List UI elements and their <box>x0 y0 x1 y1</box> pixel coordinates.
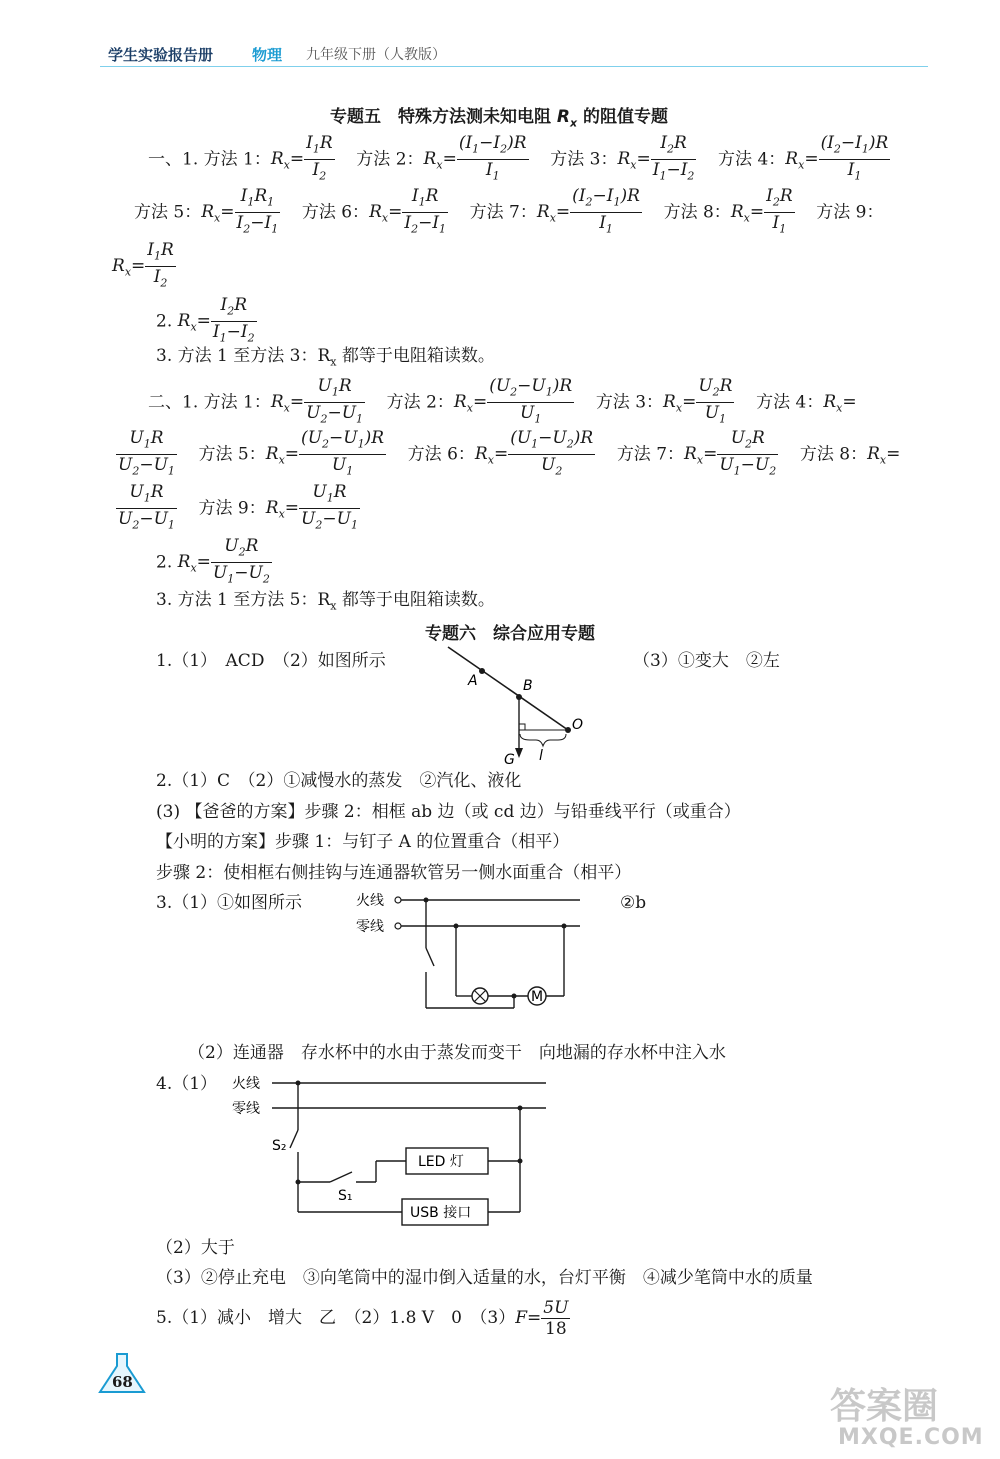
part1-q3: 3. 方法 1 至方法 3：$R_x$ 都等于电阻箱读数。 <box>156 346 495 369</box>
section6-title: 专题六 综合应用专题 <box>425 624 595 644</box>
neutral-wire-label: 零线 <box>356 919 384 935</box>
switch-blade <box>426 948 434 966</box>
subject-label: 物理 <box>252 46 283 64</box>
live-terminal <box>395 897 401 903</box>
live-wire-label: 火线 <box>232 1076 260 1092</box>
live-wire-label: 火线 <box>356 893 384 909</box>
lever-diagram <box>440 640 600 770</box>
circuit-diagram-2 <box>226 1070 556 1230</box>
arm-brace <box>520 734 566 746</box>
book-title: 学生实验报告册 <box>108 46 214 64</box>
usb-port-label: USB 接口 <box>410 1205 472 1221</box>
s6-q2-line1: 2.（1）C （2）①减慢水的蒸发 ②汽化、液化 <box>156 771 522 791</box>
s6-q5: 5.（1）减小 增大 乙 （2）1.8 V 0 （3）F= $\frac{5U}{18}$ <box>156 1298 569 1339</box>
switch-s2-label: S₂ <box>272 1138 287 1154</box>
s6-q3-part2: ②b <box>620 893 647 913</box>
page-number-badge <box>98 1352 150 1396</box>
circuit-diagram-1 <box>350 888 600 1028</box>
header-rule <box>100 66 928 67</box>
switch-s2-blade <box>290 1130 298 1148</box>
s6-q4-line3: （3）②停止充电 ③向笔筒中的湿巾倒入适量的水，台灯平衡 ④减少笔筒中水的质量 <box>156 1268 813 1288</box>
part1-line3: $R_x=$ $\frac{I_1R}{I_2}$ <box>112 240 174 290</box>
s6-q4-line2: （2）大于 <box>156 1238 235 1258</box>
s6-q2-line2: (3) 【爸爸的方案】步骤 2：相框 ab 边（或 cd 边）与铅垂线平行（或重合） <box>156 802 741 822</box>
part2-line1: 二、1. 方法 1：$R_x=$ $\frac{U_1R}{U_2-U_1}$ 方法 2：$R_x=$ $\frac{(U_2-U_1)R}{U_1}$ 方法 3：$R_x=$ $\frac{U_2R}{U_1}$ 方法 4：$R_x=$ <box>148 376 857 426</box>
junction <box>512 994 517 999</box>
gravity-arrow <box>515 748 523 758</box>
lever-bar <box>448 647 568 730</box>
label-o: O <box>572 717 584 733</box>
label-b: B <box>523 678 533 694</box>
page-number: 68 <box>112 1373 133 1391</box>
part2-q2: 2. $R_x=$ $\frac{U_2R}{U_1-U_2}$ <box>156 536 270 586</box>
part2-line2: $\frac{U_1R}{U_2-U_1}$ 方法 5：$R_x=$ $\frac{(U_2-U_1)R}{U_1}$ 方法 6：$R_x=$ $\frac{(U_1-U_2)R}{U_2}$ 方法 7：$R_x=$ $\frac{U_2R}{U_1-U_2}$ 方法 8：$R_x=$ <box>118 428 901 478</box>
part2-q3: 3. 方法 1 至方法 5：$R_x$ 都等于电阻箱读数。 <box>156 590 495 613</box>
switch-s1-label: S₁ <box>338 1188 353 1204</box>
label-g: G <box>504 752 515 768</box>
neutral-wire-label: 零线 <box>232 1101 260 1117</box>
s6-q4-line1: 4.（1） <box>156 1074 218 1094</box>
motor-label: M <box>531 989 544 1005</box>
part1-line1: 一、1. 方法 1：$R_x=$ $\frac{I_1R}{I_2}$ 方法 2：$R_x=$ $\frac{(I_1-I_2)R}{I_1}$ 方法 3：$R_x=$ $\frac{I_2R}{I_1-I_2}$ 方法 4：$R_x=$ $\frac{(I_2-I_1)R}{I_1}$ <box>148 133 889 183</box>
watermark-bottom: MXQE.COM <box>838 1425 984 1450</box>
s6-q2-line3: 【小明的方案】步骤 1：与钉子 A 的位置重合（相平） <box>156 832 570 852</box>
s6-q2-line4: 步骤 2：使相框右侧挂钩与连通器软管另一侧水面重合（相平） <box>156 863 632 883</box>
part1-q2: 2. $R_x=$ $\frac{I_2R}{I_1-I_2}$ <box>156 295 255 345</box>
s6-q3-line2: （2）连通器 存水杯中的水由于蒸发而变干 向地漏的存水杯中注入水 <box>188 1043 726 1063</box>
right-angle-mark <box>519 724 525 730</box>
neutral-terminal <box>395 923 401 929</box>
part1-line2: 方法 5：$R_x=$ $\frac{I_1R_1}{I_2-I_1}$ 方法 6：$R_x=$ $\frac{I_1R}{I_2-I_1}$ 方法 7：$R_x=$ $\frac{(I_2-I_1)R}{I_1}$ 方法 8：$R_x=$ $\frac{I_2R}{I_1}$ 方法 9： <box>134 186 884 236</box>
section5-title: 专题五 特殊方法测未知电阻 $R_x$ 的阻值专题 <box>330 107 669 130</box>
label-a: A <box>468 673 478 689</box>
label-l: l <box>539 748 543 764</box>
part2-line3: $\frac{U_1R}{U_2-U_1}$ 方法 9：$R_x=$ $\frac{U_1R}{U_2-U_1}$ <box>118 482 358 532</box>
s6-q1: 1.（1） ACD （2）如图所示 <box>156 651 386 671</box>
watermark-top: 答案圈 <box>830 1386 939 1427</box>
switch-s1-blade <box>330 1172 352 1182</box>
led-lamp-label: LED 灯 <box>418 1154 464 1170</box>
s6-q3-line1: 3.（1）①如图所示 <box>156 893 303 913</box>
s6-q1-part3: （3）①变大 ②左 <box>633 651 780 671</box>
point-a <box>479 668 485 674</box>
grade-label: 九年级下册（人教版） <box>306 47 446 63</box>
